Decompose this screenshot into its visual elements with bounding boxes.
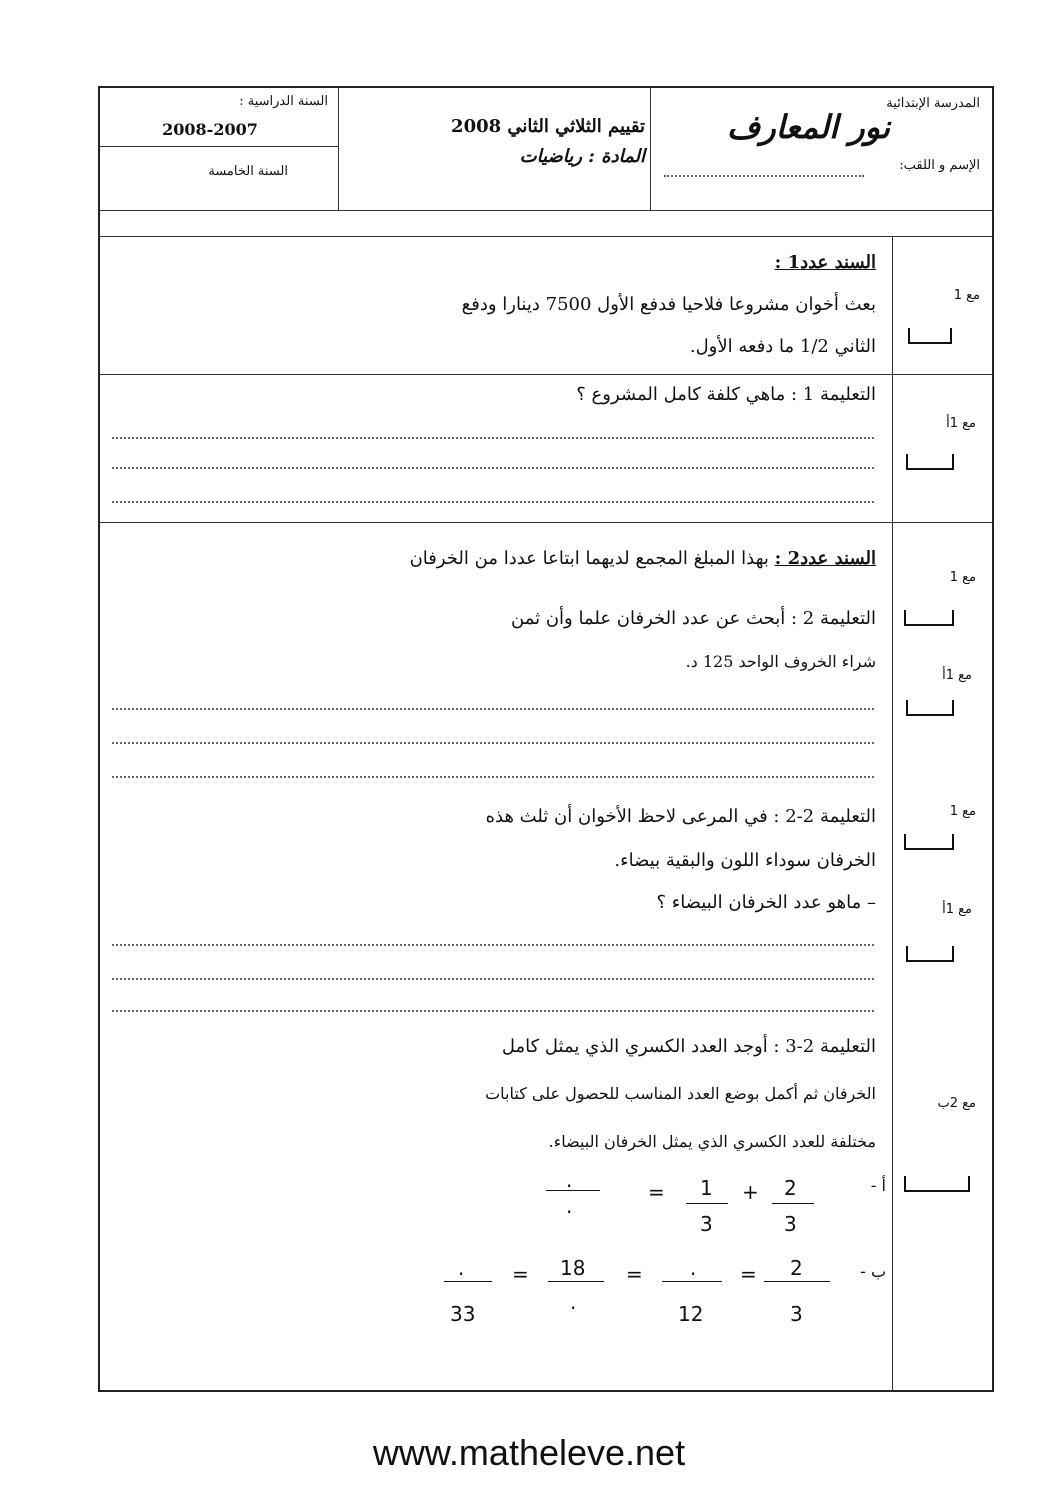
score-column-divider	[892, 236, 893, 1392]
task22-question: – ماهو عدد الخرفان البيضاء ؟	[656, 892, 876, 913]
year-value: 2008-2007	[162, 120, 258, 139]
fraction-bar	[546, 1190, 600, 1191]
section2-title: السند عدد2 :	[774, 548, 876, 569]
name-label: الإسم و اللقب:	[899, 158, 980, 173]
section2-score: مع 1	[949, 570, 976, 585]
math-b-eq1: =	[740, 1262, 757, 1286]
task1-question: التعليمة 1 : ماهي كلفة كامل المشروع ؟	[576, 384, 876, 405]
answer-line[interactable]	[112, 467, 874, 469]
math-b-eq3: =	[512, 1262, 529, 1286]
name-field[interactable]	[664, 175, 864, 177]
task22-line2: الخرفان سوداء اللون والبقية بيضاء.	[614, 850, 876, 871]
math-a-num2: 2	[784, 1176, 797, 1200]
task23-line3: مختلفة للعدد الكسري الذي يمثل الخرفان البيضاء.	[548, 1132, 876, 1151]
math-label-b: ب -	[860, 1262, 886, 1281]
math-b-den3[interactable]: .	[570, 1290, 577, 1314]
section1-divider	[98, 374, 994, 375]
page-frame	[98, 86, 994, 1392]
fraction-bar	[662, 1281, 722, 1282]
math-a-res-num[interactable]: .	[566, 1168, 573, 1192]
answer-line[interactable]	[112, 742, 874, 744]
math-a-res-den[interactable]: .	[566, 1194, 573, 1218]
math-a-den1: 3	[700, 1212, 713, 1236]
task1-score-box[interactable]	[906, 454, 954, 470]
math-b-num1: 2	[790, 1256, 803, 1280]
math-a-den2: 3	[784, 1212, 797, 1236]
task2-line1: التعليمة 2 : أبحث عن عدد الخرفان علما وأن ثمن	[511, 608, 876, 629]
section1-text-line1: بعث أخوان مشروعا فلاحيا فدفع الأول 7500 دينارا ودفع	[461, 294, 876, 315]
exam-title: تقييم الثلاثي الثاني 2008	[451, 116, 645, 137]
fraction-bar	[772, 1203, 814, 1204]
section1-score: مع 1	[953, 288, 980, 303]
header-col-divider-right	[650, 86, 651, 210]
grade-label: السنة الخامسة	[208, 164, 288, 179]
school-name: نور المعارف	[727, 108, 890, 146]
task22-score-box-b[interactable]	[906, 946, 954, 962]
task2-score-box[interactable]	[906, 700, 954, 716]
answer-line[interactable]	[112, 501, 874, 503]
task23-line2: الخرفان ثم أكمل بوضع العدد المناسب للحصول على كتابات	[485, 1084, 876, 1103]
school-label: المدرسة الإبتدائية	[886, 96, 980, 111]
task1-score: مع 1أ	[946, 416, 976, 431]
footer-url[interactable]: www.matheleve.net	[372, 1432, 686, 1473]
header-divider	[98, 210, 994, 211]
task23-score: مع 2ب	[937, 1096, 976, 1111]
math-b-num4[interactable]: .	[458, 1256, 465, 1280]
task22-line1: التعليمة 2-2 : في المرعى لاحظ الأخوان أن ثلث هذه	[485, 806, 876, 827]
task23-line1: التعليمة 2-3 : أوجد العدد الكسري الذي يمثل كامل	[501, 1036, 876, 1057]
math-b-den1: 3	[790, 1302, 803, 1326]
answer-line[interactable]	[112, 776, 874, 778]
task22-score-b: مع 1أ	[942, 902, 972, 917]
section2-text: بهذا المبلغ المجمع لديهما ابتاعا عددا من الخرفان	[409, 548, 769, 569]
year-label: السنة الدراسية :	[239, 94, 328, 109]
section2-divider	[98, 522, 994, 523]
fraction-bar	[548, 1281, 604, 1282]
answer-line[interactable]	[112, 944, 874, 946]
math-a-num1: 1	[700, 1176, 713, 1200]
section1-score-box[interactable]	[908, 328, 952, 344]
fraction-bar	[444, 1281, 492, 1282]
math-a-op: +	[742, 1180, 759, 1204]
math-b-num2[interactable]: .	[690, 1256, 697, 1280]
answer-line[interactable]	[112, 1010, 874, 1012]
math-b-num3: 18	[560, 1256, 586, 1280]
task2-line2: شراء الخروف الواحد 125 د.	[685, 652, 876, 671]
header-col-divider-left	[338, 86, 339, 210]
answer-line[interactable]	[112, 708, 874, 710]
section2-line	[112, 548, 876, 569]
header-year-divider	[98, 146, 338, 147]
section1-text-line2: الثاني 1/2 ما دفعه الأول.	[689, 336, 876, 357]
math-b-den2: 12	[678, 1302, 704, 1326]
subject-title: المادة : رياضيات	[519, 146, 645, 167]
math-b-eq2: =	[626, 1262, 643, 1286]
answer-line[interactable]	[112, 437, 874, 439]
math-b-den4: 33	[450, 1302, 476, 1326]
task22-score-box-a[interactable]	[904, 834, 954, 850]
answer-line[interactable]	[112, 978, 874, 980]
task23-score-box[interactable]	[904, 1176, 970, 1192]
fraction-bar	[686, 1203, 728, 1204]
math-a-eq: =	[648, 1180, 665, 1204]
body-top-line	[98, 236, 994, 237]
section1-title: السند عدد1 :	[774, 252, 876, 273]
task2-score: مع 1أ	[942, 668, 972, 683]
math-label-a: أ -	[870, 1176, 886, 1195]
section2-score-box[interactable]	[904, 610, 954, 626]
task22-score-a: مع 1	[949, 804, 976, 819]
fraction-bar	[764, 1281, 830, 1282]
